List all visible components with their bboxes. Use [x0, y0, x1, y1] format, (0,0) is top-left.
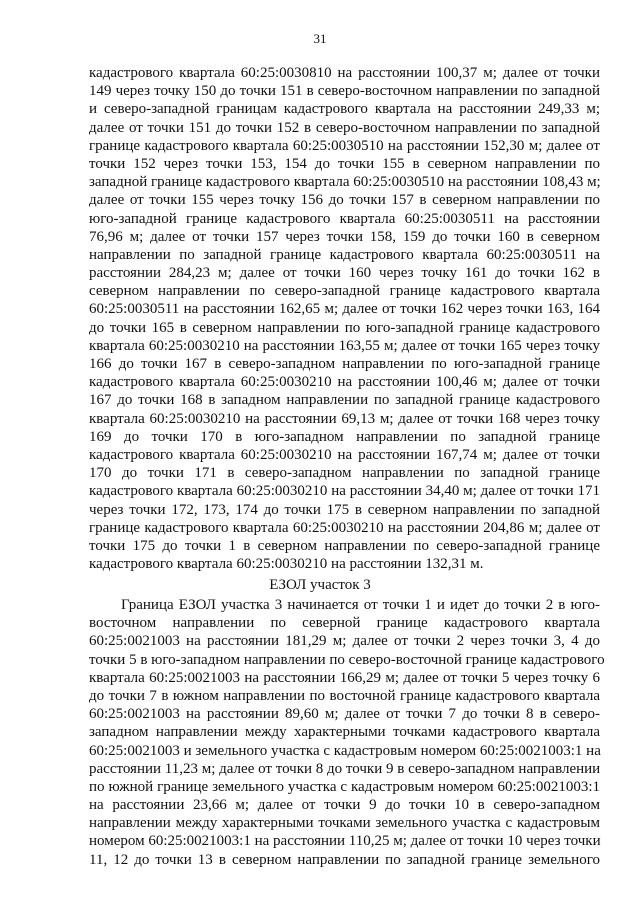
- text-line: Граница ЕЗОЛ участка 3 начинается от точки 1 и идет до точки 2 в юго-: [121, 597, 600, 613]
- text-line: точки 152 через точки 153, 154 до точки 155 в северном направлении по: [89, 155, 600, 172]
- text-line: через точки 172, 173, 174 до точки 175 в северном направлении по западной: [89, 501, 600, 518]
- text-line: кадастрового квартала 60:25:0030210 на расстоянии 167,74 м; далее от точки: [89, 446, 600, 463]
- text-line: точки 5 в юго-западном направлении по северо-восточной границе кадастрового: [89, 651, 605, 668]
- text-line: на расстоянии 23,66 м; далее от точки 9 до точки 10 в северо-западном: [89, 797, 600, 814]
- text-line: до точки 7 в южном направлении по восточной границе кадастрового квартала: [89, 687, 600, 704]
- text-line: западной границе кадастрового квартала 60:25:0030510 на расстоянии 108,43 м;: [89, 174, 601, 191]
- text-line: до точки 165 в северном направлении по юго-западной границе кадастрового: [89, 319, 600, 336]
- text-line: кадастрового квартала 60:25:0030210 на расстоянии 34,40 м; далее от точки 171: [89, 483, 600, 500]
- text-line: 76,96 м; далее от точки 157 через точки 158, 159 до точки 160 в северном: [89, 228, 600, 245]
- text-line: по южной границе земельного участка с кадастровым номером 60:25:0021003:1: [89, 778, 600, 795]
- section-heading: ЕЗОЛ участок 3: [269, 577, 371, 593]
- text-line: направлении по западной границе кадастрового квартала 60:25:0030511 на: [89, 246, 600, 263]
- text-line: квартала 60:25:0030210 на расстоянии 163,55 м; далее от точки 165 через точку: [89, 337, 600, 354]
- text-line: 60:25:0021003 на расстоянии 89,60 м; далее от точки 7 до точки 8 в северо-: [89, 706, 600, 723]
- text-line: квартала 60:25:0030210 на расстоянии 69,13 м; далее от точки 168 через точку: [89, 410, 600, 427]
- text-line: 167 до точки 168 в западном направлении по западной границе кадастрового: [89, 392, 600, 409]
- text-line: восточном направлении по северной границе кадастрового квартала: [89, 615, 600, 632]
- text-line: 11, 12 до точки 13 в северном направлении по западной границе земельного: [89, 851, 600, 868]
- text-line: расстоянии 284,23 м; далее от точки 160 через точку 161 до точки 162 в: [89, 265, 600, 282]
- text-line: квартала 60:25:0021003 на расстоянии 166,29 м; далее от точки 5 через точку 6: [89, 669, 600, 686]
- text-line: кадастрового квартала 60:25:0030810 на расстоянии 100,37 м; далее от точки: [89, 65, 600, 81]
- paragraph-ezol-plot-3: [89, 596, 605, 869]
- text-line: границе кадастрового квартала 60:25:0030210 на расстоянии 204,86 м; далее от: [89, 519, 600, 536]
- text-line: направлении между характерными точками земельного участка с кадастровым: [89, 815, 600, 832]
- text-line: далее от точки 155 через точку 156 до точки 157 в северном направлении по: [89, 192, 600, 209]
- text-line: кадастрового квартала 60:25:0030210 на расстоянии 100,46 м; далее от точки: [89, 374, 600, 391]
- text-line: кадастрового квартала 60:25:0030210 на расстоянии 132,31 м.: [89, 556, 484, 573]
- text-line: 60:25:0021003 на расстоянии 181,29 м; далее от точки 2 через точки 3, 4 до: [89, 633, 600, 650]
- text-line: точки 175 до точки 1 в северном направлении по северо-западной границе: [89, 537, 600, 554]
- text-line: далее от точки 151 до точки 152 в северо-восточном направлении по западной: [89, 119, 600, 136]
- text-line: западном направлении между характерными точками кадастрового квартала: [89, 724, 600, 741]
- text-line: 149 через точку 150 до точки 151 в северо-восточном направлении по западной: [89, 83, 600, 100]
- text-line: 60:25:0030511 на расстоянии 162,65 м; далее от точки 162 через точки 163, 164: [89, 301, 600, 318]
- text-line: границе кадастрового квартала 60:25:0030510 на расстоянии 152,30 м; далее от: [89, 137, 600, 154]
- text-line: 60:25:0021003 и земельного участка с кадастровым номером 60:25:0021003:1 на: [89, 742, 601, 759]
- text-line: юго-западной границе кадастрового квартала 60:25:0030511 на расстоянии: [89, 210, 600, 227]
- text-line: номером 60:25:0021003:1 на расстоянии 110,25 м; далее от точки 10 через точки: [89, 833, 601, 850]
- text-line: расстоянии 11,23 м; далее от точки 8 до точки 9 в северо-западном направлении: [89, 760, 601, 777]
- text-line: 170 до точки 171 в северо-западном направлении по западной границе: [89, 465, 600, 482]
- page-number: 31: [313, 31, 327, 46]
- text-line: 166 до точки 167 в северо-западном направлении по юго-западной границе: [89, 356, 600, 372]
- text-line: северном направлении по северо-западной границе кадастрового квартала: [89, 283, 600, 300]
- text-line: 169 до точки 170 в юго-западном направлении по западной границе: [89, 428, 600, 445]
- text-line: и северо-западной границам кадастрового квартала на расстоянии 249,33 м;: [89, 101, 600, 118]
- paragraph-boundary-description: [89, 64, 600, 573]
